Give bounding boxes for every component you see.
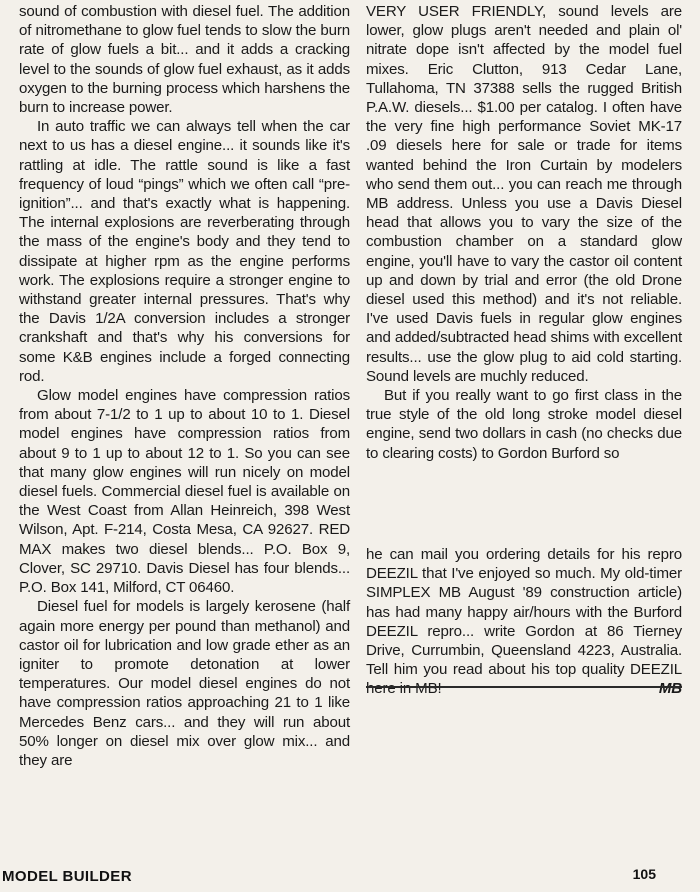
left-paragraph-3: Glow model engines have compression ratios from about 7-1/2 to 1 up to about 10 to 1. Diesel model engines have compression ratios from about 9 to 1 up to about 12 to 1. So you can see that many glow engines will run nicely on model diesel fuels. Commercial diesel fuel is available on the West Coast from Allan Heinreich, 398 West Wilson, Apt. F-214, Costa Mesa, CA 92627. RED MAX makes two diesel blends... P.O. Box 9, Clover, SC 29710. Davis Diesel has four blends... P.O. Box 141, Milford, CT 06460.: [19, 387, 350, 597]
left-column: [19, 2, 350, 770]
left-paragraph-2: In auto traffic we can always tell when the car next to us has a diesel engine... it sounds like it's rattling at idle. The rattle sound is like a fast frequency of loud “pings” which we often call “pre-ignition”... and that's exactly what is happening. The internal explosions are reverberating through the mass of the engine's body and they tend to dissipate at higher rpm as the engine performs work. The explosions require a stronger engine to withstand greater internal pressures. That's why the Davis 1/2A conversion includes a stronger crankshaft and that's why his conversions for some K&B engines include a forged connecting rod.: [19, 118, 350, 385]
right-continued-paragraph: [366, 545, 682, 699]
right-continued-text: he can mail you ordering details for his repro DEEZIL that I've enjoyed so much. My old-timer SIMPLEX MB August '89 construction article) has had many happy air/hours with the Burford DEEZIL repro... write Gordon at 86 Tierney Drive, Currumbin, Queensland 4223, Australia. Tell him you read about his top quality DEEZIL here in MB!: [366, 546, 682, 698]
right-paragraph-2: But if you really want to go first class in the true style of the old long stroke model diesel engine, send two dollars in cash (no checks due to clearing costs) to Gordon Burford so: [366, 387, 682, 462]
signoff-mark: MB: [658, 680, 682, 698]
left-paragraph-1: sound of combustion with diesel fuel. The addition of nitromethane to glow fuel tends to slow the burn rate of glow fuels a bit... and it adds a cracking level to the sounds of glow fuel exhaust, as it adds oxygen to the burning process which harshens the burn to increase power.: [19, 3, 350, 117]
publication-name: MODEL BUILDER: [2, 868, 132, 885]
page-number: 105: [632, 866, 656, 882]
right-column-lower: [366, 545, 682, 699]
end-rule-divider: [366, 686, 682, 688]
right-column-upper: [366, 2, 682, 463]
right-paragraph-1: VERY USER FRIENDLY, sound levels are lower, glow plugs aren't needed and plain ol' nitrate dope isn't affected by the model fuel mixes. Eric Clutton, 913 Cedar Lane, Tullahoma, TN 37388 sells the rugged British P.A.W. diesels... $1.00 per catalog. I often have the very fine high performance Soviet MK-17 .09 diesels here for sale or trade for items wanted behind the Iron Curtain by modelers who send them out... you can reach me through MB address. Unless you use a Davis Diesel head that allows you to vary the size of the combustion chamber on a standard glow engine, you'll have to vary the castor oil content up and down by trial and error (the old Drone diesel used this method) and it's not reliable. I've used Davis fuels in regular glow engines and added/subtracted head shims with excellent results... use the glow plug to aid cold starting. Sound levels are muchly reduced.: [366, 3, 682, 385]
left-paragraph-4: Diesel fuel for models is largely kerosene (half again more energy per pound than methanol) and castor oil for lubrication and low grade ether as an igniter to promote detonation at lower temperatures. Our model diesel engines do not have compression ratios approaching 21 to 1 like Mercedes Benz cars... and they will run about 50% longer on diesel mix over glow mix... and they are: [19, 598, 350, 769]
